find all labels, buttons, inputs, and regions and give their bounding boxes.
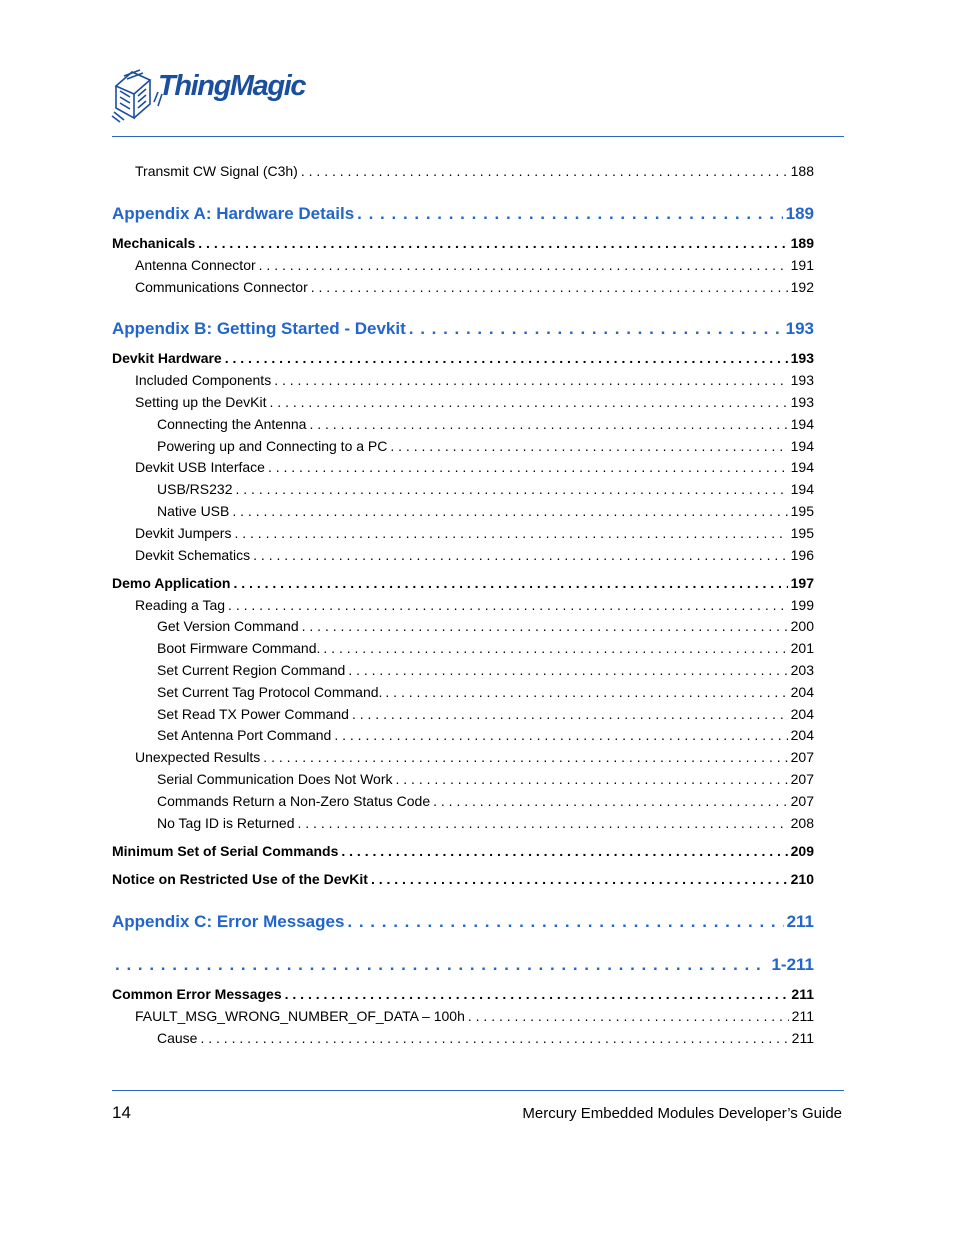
toc-entry-page: 193 [790, 394, 814, 410]
toc-entry[interactable] [157, 706, 814, 722]
toc-dot-leader [347, 912, 783, 932]
toc-entry-page: 194 [790, 438, 814, 454]
toc-entry-title: Communications Connector [135, 279, 308, 295]
toc-entry-title: Transmit CW Signal (C3h) [135, 163, 298, 179]
toc-entry[interactable] [157, 793, 814, 809]
toc-entry-page: 201 [790, 640, 814, 656]
toc-dot-leader [390, 438, 787, 454]
toc-entry[interactable] [112, 912, 814, 932]
toc-entry-page: 193 [790, 372, 814, 388]
toc-dot-leader [259, 257, 788, 273]
toc-entry[interactable] [135, 547, 814, 563]
toc-dot-leader [348, 662, 787, 678]
toc-entry-title: USB/RS232 [157, 481, 233, 497]
toc-dot-leader [198, 235, 787, 251]
toc-entry-page: 209 [790, 843, 814, 859]
toc-entry[interactable] [112, 235, 814, 251]
toc-entry-title: Native USB [157, 503, 230, 519]
toc-entry-page: 191 [790, 257, 814, 273]
toc-entry[interactable] [112, 350, 814, 366]
toc-entry-title: Connecting the Antenna [157, 416, 307, 432]
toc-dot-leader [433, 793, 788, 809]
toc-entry[interactable] [112, 319, 814, 339]
toc-entry-title: Setting up the DevKit [135, 394, 267, 410]
toc-entry-page: 204 [790, 706, 814, 722]
toc-entry-title: Devkit Hardware [112, 350, 222, 366]
toc-entry[interactable] [112, 986, 814, 1002]
toc-dot-leader [409, 319, 783, 339]
toc-entry-page: 194 [790, 459, 814, 475]
toc-entry[interactable] [112, 955, 814, 975]
toc-entry-page: 194 [790, 416, 814, 432]
toc-entry[interactable] [135, 525, 814, 541]
toc-entry-title: Demo Application [112, 575, 231, 591]
toc-entry[interactable] [157, 815, 814, 831]
toc-entry[interactable] [157, 684, 814, 700]
toc-entry-title: Appendix B: Getting Started - Devkit [112, 319, 406, 338]
toc-entry[interactable] [157, 503, 814, 519]
toc-dot-leader [268, 459, 788, 475]
toc-dot-leader [285, 986, 789, 1002]
toc-entry-page: 195 [790, 525, 814, 541]
toc-entry-page: 211 [786, 912, 814, 931]
toc-dot-leader [115, 955, 768, 975]
toc-entry[interactable] [112, 871, 814, 887]
toc-dot-leader [385, 684, 787, 700]
toc-entry[interactable] [112, 204, 814, 224]
toc-dot-leader [235, 481, 787, 497]
toc-entry[interactable] [157, 438, 814, 454]
toc-dot-leader [228, 597, 788, 613]
toc-entry-page: 207 [790, 771, 814, 787]
document-title: Mercury Embedded Modules Developer’s Guide [522, 1105, 842, 1122]
toc-dot-leader [357, 204, 782, 224]
toc-entry-title: Reading a Tag [135, 597, 226, 613]
toc-entry-page: 203 [790, 662, 814, 678]
toc-entry-page: 193 [785, 319, 814, 338]
toc-entry-page: 197 [790, 575, 814, 591]
toc-entry-title: Set Current Region Command [157, 662, 346, 678]
toc-dot-leader [352, 706, 788, 722]
toc-entry-title: Appendix A: Hardware Details [112, 204, 355, 223]
page-number: 14 [112, 1103, 131, 1122]
toc-entry[interactable] [135, 279, 814, 295]
toc-dot-leader [323, 640, 787, 656]
toc-entry-title: Set Current Tag Protocol Command. [157, 684, 383, 700]
toc-dot-leader [297, 815, 787, 831]
toc-dot-leader [301, 163, 788, 179]
toc-entry[interactable] [157, 771, 814, 787]
toc-entry-page: 194 [790, 481, 814, 497]
toc-entry-page: 189 [790, 235, 814, 251]
toc-entry-title: Antenna Connector [135, 257, 256, 273]
toc-entry[interactable] [112, 843, 814, 859]
toc-entry-page: 196 [790, 547, 814, 563]
toc-entry-title: Included Components [135, 372, 272, 388]
toc-entry[interactable] [112, 575, 814, 591]
toc-entry-page: 204 [790, 727, 814, 743]
toc-dot-leader [341, 843, 787, 859]
toc-dot-leader [371, 871, 788, 887]
toc-entry-title: FAULT_MSG_WRONG_NUMBER_OF_DATA – 100h [135, 1008, 465, 1024]
toc-entry-title: Set Antenna Port Command [157, 727, 332, 743]
toc-entry-title: Devkit USB Interface [135, 459, 265, 475]
toc-entry-title: Unexpected Results [135, 749, 261, 765]
toc-entry[interactable] [135, 597, 814, 613]
toc-entry-title: Mechanicals [112, 235, 196, 251]
toc-entry[interactable] [135, 163, 814, 179]
toc-entry-title: Cause [157, 1030, 198, 1046]
toc-entry[interactable] [135, 1008, 814, 1024]
toc-entry-page: 207 [790, 749, 814, 765]
toc-entry[interactable] [135, 749, 814, 765]
toc-entry-title: Notice on Restricted Use of the DevKit [112, 871, 368, 887]
toc-dot-leader [234, 525, 787, 541]
toc-dot-leader [468, 1008, 789, 1024]
toc-entry-title: Set Read TX Power Command [157, 706, 349, 722]
toc-entry-title: Common Error Messages [112, 986, 282, 1002]
toc-dot-leader [225, 350, 788, 366]
brand-wordmark: ThingMagic [158, 70, 306, 102]
toc-entry-title: No Tag ID is Returned [157, 815, 295, 831]
toc-dot-leader [309, 416, 787, 432]
toc-entry-page: 207 [790, 793, 814, 809]
toc-entry[interactable] [135, 459, 814, 475]
toc-entry-page: 204 [790, 684, 814, 700]
toc-entry-title: Devkit Schematics [135, 547, 251, 563]
toc-entry-page: 192 [790, 279, 814, 295]
toc-entry-page: 211 [791, 1008, 814, 1024]
toc-entry[interactable] [135, 394, 814, 410]
toc-entry[interactable] [157, 416, 814, 432]
toc-entry[interactable] [157, 640, 814, 656]
toc-entry-page: 211 [791, 986, 814, 1002]
toc-entry-page: 189 [785, 204, 814, 223]
toc-dot-leader [253, 547, 787, 563]
toc-dot-leader [334, 727, 787, 743]
toc-entry[interactable] [157, 481, 814, 497]
toc-entry-page: 199 [790, 597, 814, 613]
footer-divider [112, 1090, 844, 1091]
toc-entry-title: Minimum Set of Serial Commands [112, 843, 339, 859]
toc-dot-leader [234, 575, 788, 591]
toc-entry[interactable] [135, 372, 814, 388]
toc-entry-title: Commands Return a Non-Zero Status Code [157, 793, 431, 809]
toc-entry-page: 1-211 [771, 955, 814, 974]
toc-entry-page: 210 [790, 871, 814, 887]
toc-entry-page: 200 [790, 618, 814, 634]
toc-entry-page: 211 [791, 1030, 814, 1046]
toc-dot-leader [200, 1030, 788, 1046]
toc-entry[interactable] [157, 618, 814, 634]
toc-entry-title: Devkit Jumpers [135, 525, 232, 541]
toc-dot-leader [302, 618, 788, 634]
toc-entry-title: Appendix C: Error Messages [112, 912, 345, 931]
toc-entry-title: Powering up and Connecting to a PC [157, 438, 388, 454]
toc-dot-leader [396, 771, 788, 787]
toc-entry[interactable] [157, 1030, 814, 1046]
toc-dot-leader [232, 503, 787, 519]
toc-dot-leader [311, 279, 788, 295]
toc-entry[interactable] [135, 257, 814, 273]
toc-entry-page: 188 [790, 163, 814, 179]
toc-entry-title: Boot Firmware Command. [157, 640, 321, 656]
toc-entry-title: Get Version Command [157, 618, 299, 634]
toc-entry[interactable] [157, 727, 814, 743]
toc-dot-leader [274, 372, 787, 388]
toc-entry-page: 208 [790, 815, 814, 831]
toc-entry-title: Serial Communication Does Not Work [157, 771, 393, 787]
toc-dot-leader [270, 394, 788, 410]
toc-entry-page: 195 [790, 503, 814, 519]
toc-dot-leader [263, 749, 787, 765]
toc-entry-page: 193 [790, 350, 814, 366]
toc-entry[interactable] [157, 662, 814, 678]
